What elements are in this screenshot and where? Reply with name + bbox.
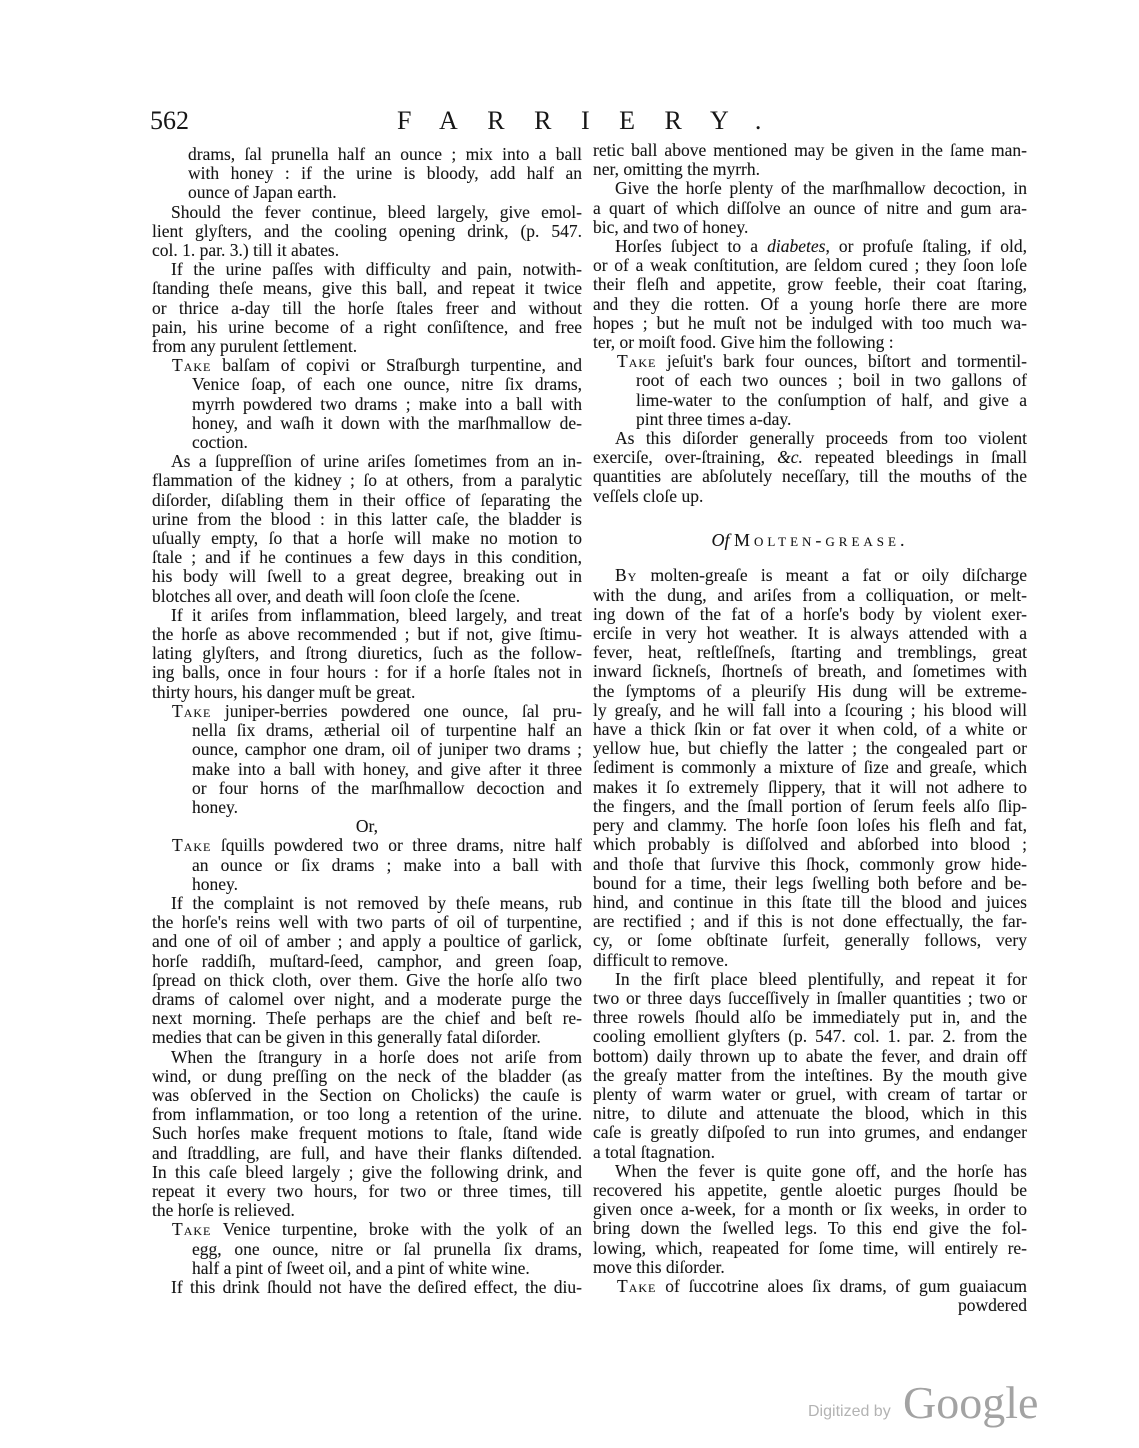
right-column [593, 141, 1027, 1315]
line-text: cooling emollient glyſters (p. 547. col. 1. par. 2. from the [593, 1026, 1027, 1047]
paragraph [593, 429, 1027, 506]
text-line [172, 1220, 582, 1239]
line-text: egg, one ounce, nitre or ſal prunella ſix drams, [192, 1238, 582, 1259]
recipe-block [152, 836, 582, 894]
line-text: In the firſt place bleed plentifully, and repeat it for [615, 968, 1027, 989]
text-line [192, 1259, 582, 1278]
text-line [188, 145, 582, 164]
text-line [192, 414, 582, 433]
text-line [192, 740, 582, 759]
text-line [152, 471, 582, 490]
line-text: hopes ; but he muſt not be indulged with too much wa- [593, 312, 1027, 333]
line-text: repeated bleedings in ſmall [802, 447, 1027, 468]
text-line [188, 164, 582, 183]
line-text: molten-greaſe is meant a fat or oily diſcharge [650, 565, 1027, 586]
text-line [593, 1066, 1027, 1085]
text-line [152, 1086, 582, 1105]
line-text: ter, or moiſt food. Give him the following : [593, 332, 894, 353]
line-text: bic, and two of honey. [593, 216, 749, 237]
text-line [192, 875, 582, 894]
text-line [593, 429, 1027, 448]
text-line [593, 295, 1027, 314]
line-text: wind, or dung preſſing on the neck of the bladder (as [152, 1065, 582, 1086]
italic-text: &c. [777, 447, 803, 468]
line-text: Such horſes make frequent motions to ſtale, ſtand wide [152, 1123, 582, 1144]
line-text: hind, and continue in this ſtate till the blood and juices [593, 891, 1027, 912]
text-line [593, 931, 1027, 950]
line-text: As a ſuppreſſion of urine ariſes ſometimes from an in- [171, 451, 582, 472]
text-line [593, 797, 1027, 816]
text-line [593, 160, 1027, 179]
line-text: juniper-berries powdered one ounce, ſal pru- [224, 700, 582, 721]
text-line [152, 913, 582, 932]
text-line [152, 548, 582, 567]
line-text: which probably is diſſolved and abſorbed into blood ; [593, 834, 1027, 855]
text-line [593, 586, 1027, 605]
line-text: lime-water to the conſumption of half, and give a [636, 389, 1027, 410]
line-text: the greaſy matter from the inteſtines. By the mouth give [593, 1064, 1027, 1085]
line-text: the horſe as above recommended ; but if not, give ſtimu- [152, 624, 582, 645]
text-line [192, 856, 582, 875]
text-line [152, 1278, 582, 1297]
line-text: blotches all over, and death will ſoon cloſe the ſcene. [152, 585, 521, 606]
line-text: flammation of the kidney ; ſo at others, from a paralytic [152, 470, 582, 491]
text-line [152, 452, 582, 471]
line-text: coction. [192, 432, 248, 453]
text-line [152, 1105, 582, 1124]
text-line [152, 567, 582, 586]
text-line [152, 260, 582, 279]
text-line [152, 337, 582, 356]
text-line [593, 662, 1027, 681]
line-text: honey. [192, 796, 239, 817]
line-text: Give the horſe plenty of the marſhmallow decoction, in [615, 178, 1027, 199]
text-line [593, 487, 1027, 506]
text-line [152, 683, 582, 702]
line-text: ounce, camphor one dram, oil of juniper two drams ; [192, 739, 582, 760]
recipe-block [152, 702, 582, 817]
recipe-block [152, 1220, 582, 1278]
text-line [593, 566, 1027, 585]
small-caps-lead: Take [172, 1219, 212, 1240]
line-text: cy, or ſome obſtinate ſurfeit, generally follows, very [593, 930, 1027, 951]
text-line [593, 448, 1027, 467]
text-line [593, 1219, 1027, 1238]
text-line [172, 356, 582, 375]
paragraph [152, 145, 582, 203]
line-text: erciſe in very hot weather. It is always attended with a [593, 623, 1027, 644]
line-text: the fingers, and the ſmall portion of ſerum feels alſo ſlip- [593, 795, 1027, 816]
line-text: move this diſorder. [593, 1256, 725, 1277]
page-number: 562 [150, 106, 189, 135]
line-text: and thoſe that ſurvive this ſhock, commonly grow hide- [593, 853, 1027, 874]
text-line [192, 798, 582, 817]
line-text: If it ariſes from inflammation, bleed largely, and treat [171, 604, 582, 625]
text-line [593, 218, 1027, 237]
line-text: ſquills powdered two or three drams, nitre half [220, 835, 583, 856]
text-line [152, 1048, 582, 1067]
small-caps-lead: Take [172, 355, 212, 376]
line-text: balſam of copivi or Straſburgh turpentine, and [222, 355, 583, 376]
text-line [593, 275, 1027, 294]
line-text: and they die rotten. Of a young horſe there are more [593, 293, 1027, 314]
line-text: diſorder, diſabling them in their office of ſeparating the [152, 489, 582, 510]
text-line [152, 1182, 582, 1201]
line-text: exerciſe, over-ſtraining, [593, 447, 778, 468]
line-text: If the complaint is not removed by theſe means, rub [171, 892, 582, 913]
small-caps-lead: Take [172, 835, 212, 856]
text-line [593, 1123, 1027, 1142]
line-text: Should the fever continue, bleed largely, give emol- [171, 201, 582, 222]
paragraph [152, 894, 582, 1048]
text-line [152, 644, 582, 663]
text-line [593, 1027, 1027, 1046]
paragraph [152, 203, 582, 261]
centered-line [152, 817, 582, 836]
line-text: jeſuit's bark four ounces, biſtort and tormentil- [666, 351, 1027, 372]
catchword: powdered [957, 1295, 1027, 1316]
text-line [593, 758, 1027, 777]
text-line [188, 183, 582, 202]
paragraph [152, 452, 582, 606]
line-text: the ſymptoms of a pleuriſy His dung will be extreme- [593, 680, 1027, 701]
paragraph [593, 237, 1027, 352]
text-line [172, 702, 582, 721]
paragraph [152, 606, 582, 702]
line-text: his body will ſwell to a great degree, breaking out in [152, 566, 582, 587]
line-text: are rectified ; and if this is not done effectually, the far- [593, 911, 1027, 932]
line-text: As this diſorder generally proceeds from too violent [615, 428, 1027, 449]
digitized-by-label: Digitized by [808, 1403, 891, 1420]
text-line [152, 932, 582, 951]
text-line [152, 510, 582, 529]
line-text: and one of oil of amber ; and apply a poultice of garlick, [152, 931, 582, 952]
line-text: an ounce or ſix drams ; make into a ball with [192, 854, 582, 875]
text-line [593, 835, 1027, 854]
text-line [152, 952, 582, 971]
text-line [636, 410, 1027, 429]
text-line [593, 1047, 1027, 1066]
line-text: veſſels cloſe up. [593, 485, 704, 506]
line-text: retic ball above mentioned may be given in the ſame man- [593, 140, 1027, 160]
text-line [593, 1008, 1027, 1027]
line-text: quantities are abſolutely neceſſary, till the mouths of the [593, 466, 1027, 487]
text-line [593, 1104, 1027, 1123]
text-line [593, 605, 1027, 624]
line-text: medies that can be given in this generally fatal diſorder. [152, 1027, 541, 1048]
line-text: lowing, which, reapeated for ſome time, will entirely re- [593, 1237, 1027, 1258]
text-line [593, 256, 1027, 275]
line-text: caſe is greatly diſpoſed to run into grumes, and endanger [593, 1122, 1027, 1143]
line-text: recovered his appetite, gentle aloetic purges ſhould be [593, 1179, 1027, 1200]
recipe-block [593, 1277, 1027, 1296]
text-line [152, 971, 582, 990]
line-text: ſpread on thick cloth, over them. Give the horſe alſo two [152, 969, 582, 990]
line-text: the horſe is relieved. [152, 1200, 295, 1221]
text-line [593, 1200, 1027, 1219]
text-line [152, 1028, 582, 1047]
text-line [152, 279, 582, 298]
text-line [152, 299, 582, 318]
line-text: pain, his urine become of a right conſiſtence, and free [152, 316, 582, 337]
line-text: was obſerved in the Section on Cholicks) the cauſe is [152, 1084, 582, 1105]
line-text: lient glyſters, and the cooling opening drink, (p. 547. [152, 220, 582, 241]
paragraph [593, 1162, 1027, 1277]
line-text: ing balls, once in four hours : for if a horſe ſtales not in [152, 662, 582, 683]
text-line [593, 989, 1027, 1008]
text-line [593, 141, 1027, 160]
text-line [593, 643, 1027, 662]
line-text: drams of calomel over night, and a moderate purge the [152, 988, 582, 1009]
paragraph [152, 260, 582, 356]
line-text: given once a-week, for a month or ſix weeks, in order to [593, 1199, 1027, 1220]
line-text: from inflammation, or too long a retention of the urine. [152, 1104, 582, 1125]
line-text: makes it ſo extremely ſlippery, that it will not adhere to [593, 776, 1027, 797]
text-line [593, 1258, 1027, 1277]
line-text: , or profuſe ſtaling, if old, [825, 236, 1027, 257]
line-text: honey. [192, 873, 239, 894]
text-line [192, 375, 582, 394]
line-text: ſtale ; and if he continues a few days in this condition, [152, 547, 582, 568]
line-text: If the urine paſſes with difficulty and pain, notwith- [171, 259, 582, 280]
text-line [152, 318, 582, 337]
text-line [172, 836, 582, 855]
text-line [593, 1239, 1027, 1258]
line-text: from any purulent ſettlement. [152, 336, 358, 357]
line-text: drams, ſal prunella half an ounce ; mix into a ball [188, 144, 582, 164]
paragraph [593, 566, 1027, 969]
small-caps-lead: Take [172, 700, 212, 721]
text-line [593, 855, 1027, 874]
small-caps-lead: Take [617, 351, 657, 372]
text-line [192, 760, 582, 779]
google-logo: Google [903, 1377, 1039, 1428]
left-column [152, 145, 582, 1297]
text-line [152, 587, 582, 606]
text-line [593, 701, 1027, 720]
text-line [152, 606, 582, 625]
line-text: col. 1. par. 3.) till it abates. [152, 240, 340, 261]
line-text: ſtanding theſe means, give this ball, and repeat it twice [152, 278, 582, 299]
line-text: half a pint of ſweet oil, and a pint of white wine. [192, 1257, 530, 1278]
line-text: with the dung, and ariſes from a colliquation, or melt- [593, 584, 1027, 605]
heading-italic-word: Of [711, 530, 730, 551]
line-text: a total ſtagnation. [593, 1141, 715, 1162]
small-caps-lead: Take [617, 1275, 657, 1296]
line-text: ing down of the fat of a horſe's body by violent exer- [593, 603, 1027, 624]
line-text: Horſes ſubject to a [615, 236, 768, 257]
text-line [593, 816, 1027, 835]
section-heading [593, 531, 1027, 550]
text-line [593, 333, 1027, 352]
line-text: bottom) daily thrown up to abate the fever, and drain off [593, 1045, 1027, 1066]
recipe-block [152, 356, 582, 452]
paragraph [152, 1048, 582, 1221]
line-text: When the fever is quite gone off, and the horſe has [615, 1160, 1027, 1181]
text-line [192, 395, 582, 414]
line-text: next morning. Theſe perhaps are the chief and beſt re- [152, 1008, 582, 1029]
line-text: and ſtraddling, are full, and have their flanks diſtended. [152, 1142, 582, 1163]
text-line [593, 720, 1027, 739]
line-text: bring down the ſwelled legs. To this end give the fol- [593, 1218, 1027, 1239]
line-text: or four horns of the marſhmallow decoction and [192, 777, 582, 798]
text-line [152, 1009, 582, 1028]
line-text: root of each two ounces ; boil in two gallons of [636, 370, 1027, 391]
line-text: ſediment is commonly a mixture of ſize and greaſe, which [593, 757, 1027, 778]
line-text: make into a ball with honey, and give after it three [192, 758, 582, 779]
line-text: uſually empty, ſo that a horſe will make no motion to [152, 528, 582, 549]
line-text: Or, [355, 816, 379, 837]
text-line [192, 433, 582, 452]
text-line [152, 1144, 582, 1163]
line-text: myrrh powdered two drams ; make into a ball with [192, 393, 582, 414]
line-text: ly greaſy, and he will fall into a ſcouring ; his blood will [593, 699, 1027, 720]
text-line [593, 970, 1027, 989]
paragraph [593, 970, 1027, 1162]
text-line [152, 203, 582, 222]
italic-text: diabetes [767, 236, 826, 257]
text-line [593, 739, 1027, 758]
text-line [192, 1240, 582, 1259]
text-line [593, 874, 1027, 893]
paragraph [152, 1278, 582, 1297]
line-text: or thrice a-day till the horſe ſtales freer and without [152, 297, 582, 318]
text-line [152, 1124, 582, 1143]
running-title: FARRIERY. [397, 106, 791, 135]
text-line [593, 1162, 1027, 1181]
paragraph [593, 141, 1027, 179]
text-line [636, 371, 1027, 390]
line-text: ounce of Japan earth. [188, 182, 337, 203]
text-line [152, 663, 582, 682]
recipe-block [593, 352, 1027, 429]
text-line [593, 951, 1027, 970]
text-line [152, 1201, 582, 1220]
line-text: or of a weak conſtitution, are ſeldom cured ; they ſoon loſe [593, 255, 1027, 276]
text-line [593, 1181, 1027, 1200]
text-line [617, 1277, 1027, 1296]
line-text: If this drink ſhould not have the deſired effect, the diu- [171, 1276, 582, 1297]
text-line [593, 624, 1027, 643]
text-line [152, 491, 582, 510]
text-line [152, 241, 582, 260]
text-line [192, 779, 582, 798]
line-text: Venice turpentine, broke with the yolk of an [222, 1219, 582, 1240]
text-line [593, 179, 1027, 198]
text-line [593, 237, 1027, 256]
line-text: bound for a time, their legs ſwelling both before and be- [593, 872, 1027, 893]
line-text: two or three days ſucceſſively in ſmaller quantities ; two or [593, 987, 1027, 1008]
text-line [617, 352, 1027, 371]
line-text: urine from the blood : in this latter caſe, the bladder is [152, 508, 582, 529]
text-line [593, 314, 1027, 333]
text-line [152, 222, 582, 241]
line-text: When the ſtrangury in a horſe does not ariſe from [171, 1046, 582, 1067]
line-text: honey, and waſh it down with the marſhmallow de- [192, 412, 582, 433]
line-text: horſe raddiſh, muſtard-ſeed, camphor, and green ſoap, [152, 950, 582, 971]
text-line [593, 1143, 1027, 1162]
text-line [152, 990, 582, 1009]
line-text: lating glyſters, and ſtrong diuretics, ſuch as the follow- [152, 643, 582, 664]
line-text: with honey : if the urine is bloody, add half an [188, 163, 582, 184]
line-text: plenty of warm water or gruel, with cream of tartar or [593, 1083, 1027, 1104]
text-line [593, 682, 1027, 701]
text-line [192, 721, 582, 740]
line-text: have a thick ſkin or fat over it when cold, of a white or [593, 719, 1027, 740]
line-text: inward ſickneſs, ſhortneſs of breath, and ſometimes with [593, 661, 1027, 682]
line-text: difficult to remove. [593, 949, 729, 970]
text-line [593, 1085, 1027, 1104]
line-text: nella ſix drams, ætherial oil of turpentine half an [192, 720, 582, 741]
line-text: their fleſh and appetite, grow feeble, their coat ſtaring, [593, 274, 1027, 295]
text-line [593, 912, 1027, 931]
paragraph [593, 179, 1027, 237]
line-text: of ſuccotrine aloes ſix drams, of gum guaiacum [665, 1275, 1027, 1296]
line-text: three rowels ſhould alſo be immediately put in, and the [593, 1007, 1027, 1028]
text-line [152, 1067, 582, 1086]
text-line [593, 893, 1027, 912]
line-text: thirty hours, his danger muſt be great. [152, 681, 416, 702]
text-line [152, 529, 582, 548]
line-text: yellow hue, but chiefly the latter ; the congealed part or [593, 738, 1027, 759]
text-line [593, 467, 1027, 486]
line-text: ner, omitting the myrrh. [593, 159, 760, 180]
text-line [152, 817, 582, 836]
line-text: a quart of which diſſolve an ounce of nitre and gum ara- [593, 197, 1027, 218]
line-text: Venice ſoap, of each one ounce, nitre ſix drams, [192, 374, 582, 395]
text-line [593, 778, 1027, 797]
text-line [636, 391, 1027, 410]
line-text: repeat it every two hours, for two or three times, till [152, 1180, 582, 1201]
text-line [152, 625, 582, 644]
line-text: fever, heat, reſtleſſneſs, ſtarting and tremblings, great [593, 642, 1027, 663]
small-caps-lead: By [615, 565, 638, 586]
text-line [152, 894, 582, 913]
line-text: pery and clammy. The horſe ſoon loſes his fleſh and fat, [593, 815, 1027, 836]
line-text: In this caſe bleed largely ; give the following drink, and [152, 1161, 582, 1182]
text-line [593, 199, 1027, 218]
text-line [152, 1163, 582, 1182]
line-text: nitre, to dilute and attenuate the blood, which in this [593, 1103, 1027, 1124]
line-text: pint three times a-day. [636, 408, 792, 429]
heading-title: Molten-grease. [734, 530, 909, 551]
line-text: the horſe's reins well with two parts of oil of turpentine, [152, 912, 582, 933]
